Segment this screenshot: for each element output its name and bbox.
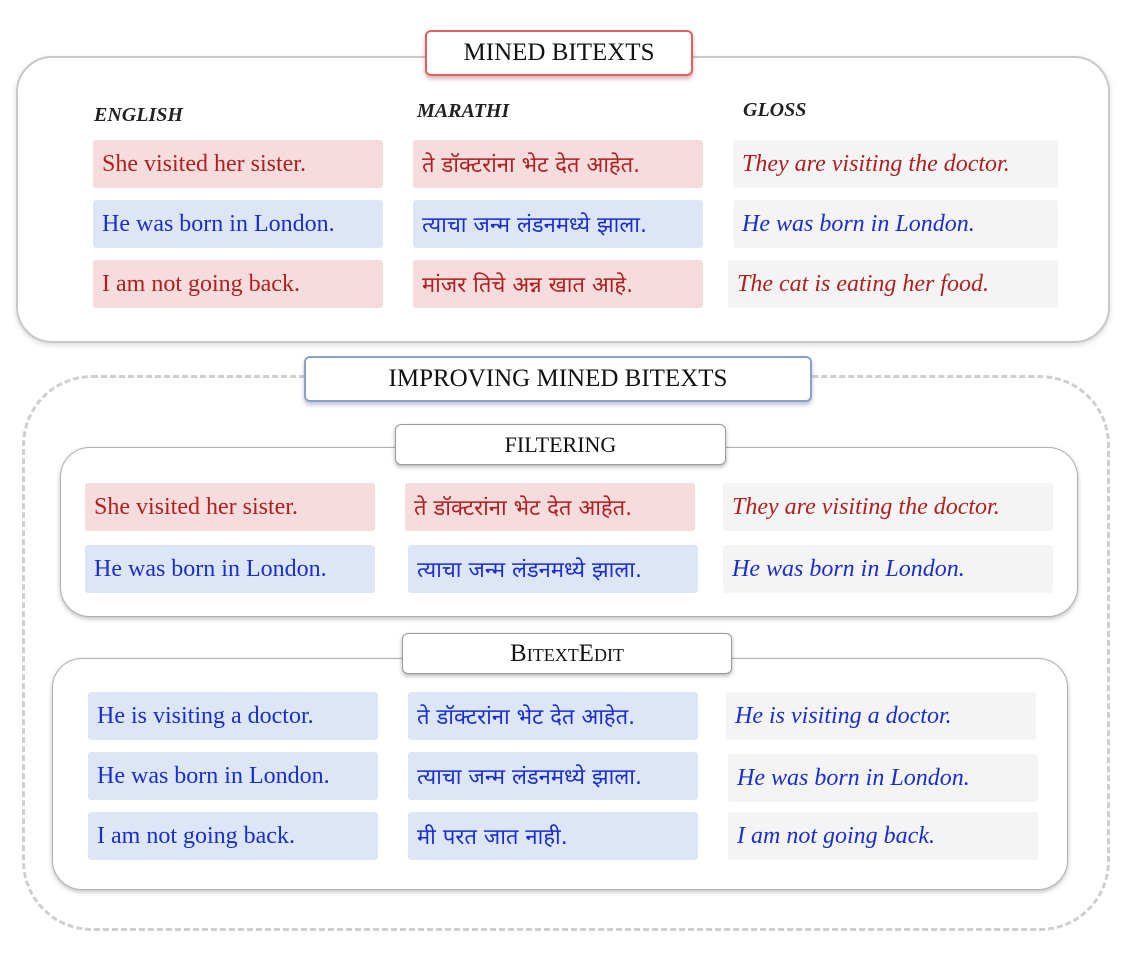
mined-row-3-gloss: The cat is eating her food. — [728, 260, 1058, 308]
header-english: ENGLISH — [94, 104, 183, 126]
filtering-title: FILTERING — [395, 424, 726, 465]
filtering-row-2-marathi: त्याचा जन्म लंडनमध्ये झाला. — [408, 545, 698, 593]
filtering-row-1-english: She visited her sister. — [85, 483, 375, 531]
mined-row-3-english: I am not going back. — [93, 260, 383, 308]
mined-row-1-english: She visited her sister. — [93, 140, 383, 188]
bitextedit-row-3-marathi: मी परत जात नाही. — [408, 812, 698, 860]
bitextedit-row-2-english: He was born in London. — [88, 752, 378, 800]
filtering-row-1-gloss: They are visiting the doctor. — [723, 483, 1053, 531]
filtering-row-1-marathi: ते डॉक्टरांना भेट देत आहेत. — [405, 483, 695, 531]
filtering-row-2-english: He was born in London. — [85, 545, 375, 593]
bitextedit-row-2-gloss: He was born in London. — [728, 754, 1038, 802]
improving-title: IMPROVING MINED BITEXTS — [304, 356, 812, 402]
bitextedit-row-1-marathi: ते डॉक्टरांना भेट देत आहेत. — [408, 692, 698, 740]
mined-bitexts-title: MINED BITEXTS — [425, 30, 693, 76]
header-gloss: GLOSS — [743, 99, 807, 121]
bitextedit-row-3-english: I am not going back. — [88, 812, 378, 860]
mined-row-2-english: He was born in London. — [93, 200, 383, 248]
bitextedit-title: BitextEdit — [402, 633, 732, 674]
header-marathi: MARATHI — [417, 100, 510, 122]
mined-row-3-marathi: मांजर तिचे अन्न खात आहे. — [413, 260, 703, 308]
bitextedit-row-1-gloss: He is visiting a doctor. — [726, 692, 1036, 740]
bitextedit-row-1-english: He is visiting a doctor. — [88, 692, 378, 740]
mined-row-1-gloss: They are visiting the doctor. — [733, 140, 1058, 188]
filtering-row-2-gloss: He was born in London. — [723, 545, 1053, 593]
mined-row-2-gloss: He was born in London. — [733, 200, 1058, 248]
bitextedit-row-3-gloss: I am not going back. — [728, 812, 1038, 860]
bitextedit-row-2-marathi: त्याचा जन्म लंडनमध्ये झाला. — [408, 752, 698, 800]
mined-row-2-marathi: त्याचा जन्म लंडनमध्ये झाला. — [413, 200, 703, 248]
mined-row-1-marathi: ते डॉक्टरांना भेट देत आहेत. — [413, 140, 703, 188]
